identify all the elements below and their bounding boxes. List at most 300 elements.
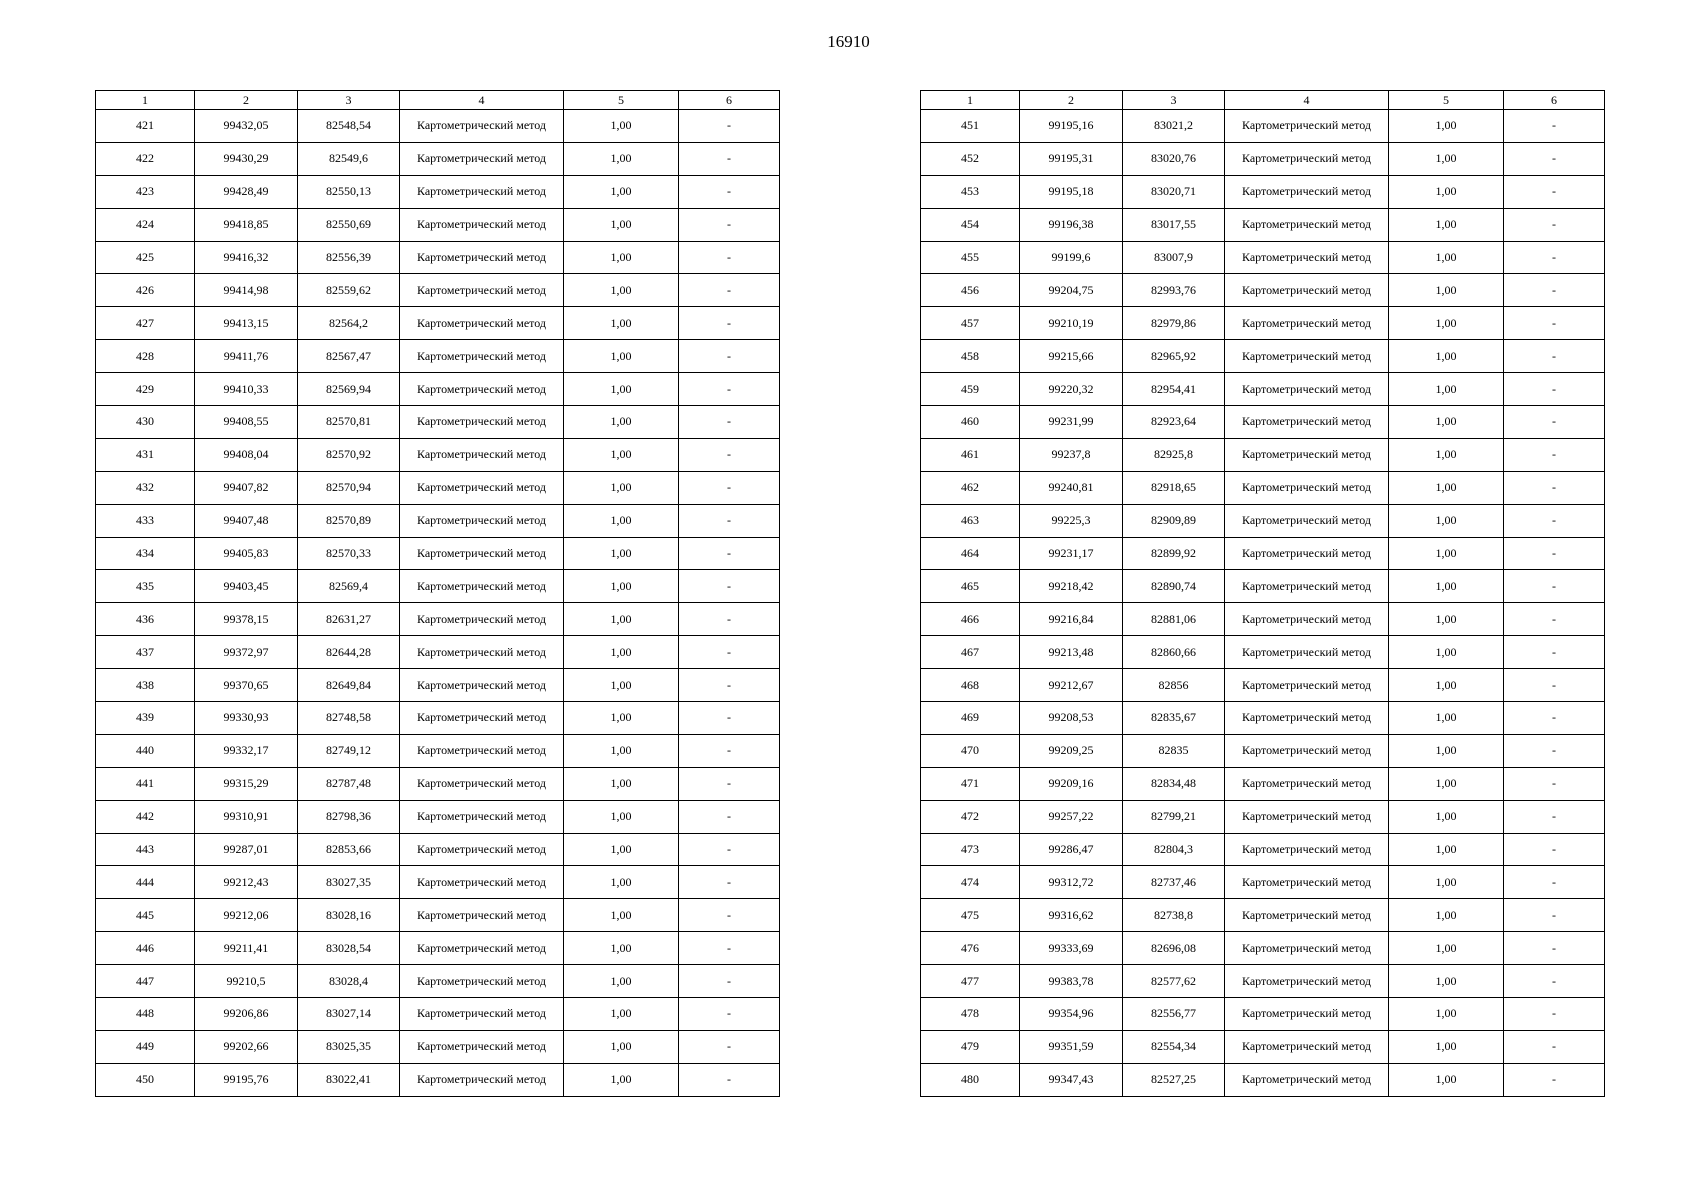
point-number-cell: 471 bbox=[921, 767, 1020, 800]
note-cell: - bbox=[1504, 570, 1605, 603]
y-coordinate-cell: 83017,55 bbox=[1123, 208, 1225, 241]
accuracy-cell: 1,00 bbox=[564, 800, 679, 833]
y-coordinate-cell: 82527,25 bbox=[1123, 1063, 1225, 1096]
x-coordinate-cell: 99195,31 bbox=[1020, 142, 1123, 175]
y-coordinate-cell: 82748,58 bbox=[298, 702, 400, 735]
point-number-cell: 465 bbox=[921, 570, 1020, 603]
point-number-cell: 466 bbox=[921, 603, 1020, 636]
x-coordinate-cell: 99202,66 bbox=[195, 1030, 298, 1063]
y-coordinate-cell: 82570,92 bbox=[298, 438, 400, 471]
x-coordinate-cell: 99428,49 bbox=[195, 175, 298, 208]
x-coordinate-cell: 99405,83 bbox=[195, 537, 298, 570]
point-number-cell: 468 bbox=[921, 669, 1020, 702]
note-cell: - bbox=[679, 241, 780, 274]
y-coordinate-cell: 82749,12 bbox=[298, 734, 400, 767]
y-coordinate-cell: 82890,74 bbox=[1123, 570, 1225, 603]
x-coordinate-cell: 99206,86 bbox=[195, 998, 298, 1031]
table-row bbox=[921, 998, 1605, 1031]
y-coordinate-cell: 82881,06 bbox=[1123, 603, 1225, 636]
method-cell: Картометрический метод bbox=[1225, 142, 1389, 175]
y-coordinate-cell: 82899,92 bbox=[1123, 537, 1225, 570]
note-cell: - bbox=[679, 767, 780, 800]
y-coordinate-cell: 83028,16 bbox=[298, 899, 400, 932]
accuracy-cell: 1,00 bbox=[1389, 406, 1504, 439]
table-row bbox=[921, 241, 1605, 274]
note-cell: - bbox=[679, 734, 780, 767]
table-row bbox=[921, 734, 1605, 767]
table-row bbox=[96, 965, 780, 998]
y-coordinate-cell: 82649,84 bbox=[298, 669, 400, 702]
method-cell: Картометрический метод bbox=[400, 800, 564, 833]
point-number-cell: 450 bbox=[96, 1063, 195, 1096]
x-coordinate-cell: 99212,06 bbox=[195, 899, 298, 932]
table-body bbox=[921, 110, 1605, 1097]
x-coordinate-cell: 99315,29 bbox=[195, 767, 298, 800]
method-cell: Картометрический метод bbox=[1225, 1030, 1389, 1063]
note-cell: - bbox=[1504, 932, 1605, 965]
point-number-cell: 461 bbox=[921, 438, 1020, 471]
y-coordinate-cell: 82570,94 bbox=[298, 471, 400, 504]
accuracy-cell: 1,00 bbox=[564, 406, 679, 439]
accuracy-cell: 1,00 bbox=[1389, 669, 1504, 702]
accuracy-cell: 1,00 bbox=[1389, 340, 1504, 373]
accuracy-cell: 1,00 bbox=[564, 603, 679, 636]
point-number-cell: 474 bbox=[921, 866, 1020, 899]
note-cell: - bbox=[1504, 636, 1605, 669]
accuracy-cell: 1,00 bbox=[564, 998, 679, 1031]
x-coordinate-cell: 99407,82 bbox=[195, 471, 298, 504]
method-cell: Картометрический метод bbox=[1225, 471, 1389, 504]
note-cell: - bbox=[1504, 800, 1605, 833]
y-coordinate-cell: 82954,41 bbox=[1123, 373, 1225, 406]
method-cell: Картометрический метод bbox=[1225, 899, 1389, 932]
table-row bbox=[921, 570, 1605, 603]
note-cell: - bbox=[1504, 702, 1605, 735]
method-cell: Картометрический метод bbox=[400, 504, 564, 537]
table-row bbox=[921, 340, 1605, 373]
y-coordinate-cell: 82577,62 bbox=[1123, 965, 1225, 998]
y-coordinate-cell: 82696,08 bbox=[1123, 932, 1225, 965]
column-header-2: 2 bbox=[1020, 91, 1123, 110]
table-row bbox=[921, 504, 1605, 537]
method-cell: Картометрический метод bbox=[400, 340, 564, 373]
x-coordinate-cell: 99370,65 bbox=[195, 669, 298, 702]
point-number-cell: 443 bbox=[96, 833, 195, 866]
method-cell: Картометрический метод bbox=[400, 833, 564, 866]
point-number-cell: 467 bbox=[921, 636, 1020, 669]
table-row bbox=[96, 1063, 780, 1096]
note-cell: - bbox=[679, 110, 780, 143]
point-number-cell: 464 bbox=[921, 537, 1020, 570]
table-header-row bbox=[96, 91, 780, 110]
table-row bbox=[921, 965, 1605, 998]
y-coordinate-cell: 83020,76 bbox=[1123, 142, 1225, 175]
x-coordinate-cell: 99196,38 bbox=[1020, 208, 1123, 241]
point-number-cell: 446 bbox=[96, 932, 195, 965]
y-coordinate-cell: 83020,71 bbox=[1123, 175, 1225, 208]
method-cell: Картометрический метод bbox=[1225, 734, 1389, 767]
note-cell: - bbox=[1504, 833, 1605, 866]
accuracy-cell: 1,00 bbox=[1389, 208, 1504, 241]
accuracy-cell: 1,00 bbox=[1389, 504, 1504, 537]
point-number-cell: 447 bbox=[96, 965, 195, 998]
table-row bbox=[921, 800, 1605, 833]
method-cell: Картометрический метод bbox=[1225, 340, 1389, 373]
method-cell: Картометрический метод bbox=[1225, 636, 1389, 669]
method-cell: Картометрический метод bbox=[400, 208, 564, 241]
method-cell: Картометрический метод bbox=[400, 175, 564, 208]
y-coordinate-cell: 82993,76 bbox=[1123, 274, 1225, 307]
note-cell: - bbox=[1504, 471, 1605, 504]
y-coordinate-cell: 82548,54 bbox=[298, 110, 400, 143]
method-cell: Картометрический метод bbox=[1225, 603, 1389, 636]
x-coordinate-cell: 99351,59 bbox=[1020, 1030, 1123, 1063]
method-cell: Картометрический метод bbox=[400, 669, 564, 702]
table-row bbox=[96, 702, 780, 735]
x-coordinate-cell: 99225,3 bbox=[1020, 504, 1123, 537]
method-cell: Картометрический метод bbox=[1225, 866, 1389, 899]
column-header-3: 3 bbox=[298, 91, 400, 110]
x-coordinate-cell: 99408,04 bbox=[195, 438, 298, 471]
y-coordinate-cell: 83022,41 bbox=[298, 1063, 400, 1096]
x-coordinate-cell: 99212,67 bbox=[1020, 669, 1123, 702]
accuracy-cell: 1,00 bbox=[564, 208, 679, 241]
x-coordinate-cell: 99332,17 bbox=[195, 734, 298, 767]
method-cell: Картометрический метод bbox=[1225, 241, 1389, 274]
x-coordinate-cell: 99413,15 bbox=[195, 307, 298, 340]
accuracy-cell: 1,00 bbox=[564, 241, 679, 274]
y-coordinate-cell: 83028,54 bbox=[298, 932, 400, 965]
y-coordinate-cell: 82856 bbox=[1123, 669, 1225, 702]
point-number-cell: 451 bbox=[921, 110, 1020, 143]
x-coordinate-cell: 99378,15 bbox=[195, 603, 298, 636]
table-row bbox=[921, 438, 1605, 471]
table-row bbox=[96, 110, 780, 143]
table-row bbox=[921, 1063, 1605, 1096]
point-number-cell: 432 bbox=[96, 471, 195, 504]
method-cell: Картометрический метод bbox=[1225, 274, 1389, 307]
note-cell: - bbox=[1504, 340, 1605, 373]
column-header-5: 5 bbox=[1389, 91, 1504, 110]
accuracy-cell: 1,00 bbox=[564, 899, 679, 932]
method-cell: Картометрический метод bbox=[400, 570, 564, 603]
y-coordinate-cell: 83027,35 bbox=[298, 866, 400, 899]
note-cell: - bbox=[679, 175, 780, 208]
note-cell: - bbox=[1504, 767, 1605, 800]
accuracy-cell: 1,00 bbox=[564, 669, 679, 702]
table-row bbox=[921, 833, 1605, 866]
point-number-cell: 456 bbox=[921, 274, 1020, 307]
x-coordinate-cell: 99411,76 bbox=[195, 340, 298, 373]
note-cell: - bbox=[679, 636, 780, 669]
note-cell: - bbox=[679, 340, 780, 373]
point-number-cell: 437 bbox=[96, 636, 195, 669]
point-number-cell: 476 bbox=[921, 932, 1020, 965]
accuracy-cell: 1,00 bbox=[1389, 866, 1504, 899]
column-header-6: 6 bbox=[1504, 91, 1605, 110]
method-cell: Картометрический метод bbox=[400, 636, 564, 669]
column-header-2: 2 bbox=[195, 91, 298, 110]
accuracy-cell: 1,00 bbox=[1389, 965, 1504, 998]
y-coordinate-cell: 82567,47 bbox=[298, 340, 400, 373]
accuracy-cell: 1,00 bbox=[564, 274, 679, 307]
table-row bbox=[96, 471, 780, 504]
x-coordinate-cell: 99209,25 bbox=[1020, 734, 1123, 767]
x-coordinate-cell: 99212,43 bbox=[195, 866, 298, 899]
table-row bbox=[921, 142, 1605, 175]
page-number: 16910 bbox=[827, 32, 870, 51]
point-number-cell: 449 bbox=[96, 1030, 195, 1063]
method-cell: Картометрический метод bbox=[400, 1063, 564, 1096]
point-number-cell: 439 bbox=[96, 702, 195, 735]
method-cell: Картометрический метод bbox=[400, 373, 564, 406]
y-coordinate-cell: 82644,28 bbox=[298, 636, 400, 669]
table-row bbox=[96, 866, 780, 899]
accuracy-cell: 1,00 bbox=[1389, 537, 1504, 570]
note-cell: - bbox=[1504, 142, 1605, 175]
method-cell: Картометрический метод bbox=[1225, 965, 1389, 998]
method-cell: Картометрический метод bbox=[400, 142, 564, 175]
note-cell: - bbox=[679, 142, 780, 175]
note-cell: - bbox=[679, 833, 780, 866]
accuracy-cell: 1,00 bbox=[564, 965, 679, 998]
x-coordinate-cell: 99286,47 bbox=[1020, 833, 1123, 866]
note-cell: - bbox=[679, 373, 780, 406]
method-cell: Картометрический метод bbox=[400, 603, 564, 636]
y-coordinate-cell: 82979,86 bbox=[1123, 307, 1225, 340]
table-row bbox=[921, 373, 1605, 406]
y-coordinate-cell: 82804,3 bbox=[1123, 833, 1225, 866]
method-cell: Картометрический метод bbox=[400, 899, 564, 932]
table-row bbox=[96, 406, 780, 439]
accuracy-cell: 1,00 bbox=[1389, 570, 1504, 603]
table-row bbox=[96, 241, 780, 274]
table-row bbox=[96, 899, 780, 932]
accuracy-cell: 1,00 bbox=[564, 340, 679, 373]
note-cell: - bbox=[679, 603, 780, 636]
point-number-cell: 438 bbox=[96, 669, 195, 702]
method-cell: Картометрический метод bbox=[400, 965, 564, 998]
y-coordinate-cell: 82925,8 bbox=[1123, 438, 1225, 471]
table-row bbox=[921, 406, 1605, 439]
coordinates-table-left bbox=[95, 90, 780, 1097]
point-number-cell: 441 bbox=[96, 767, 195, 800]
method-cell: Картометрический метод bbox=[400, 241, 564, 274]
accuracy-cell: 1,00 bbox=[564, 932, 679, 965]
point-number-cell: 444 bbox=[96, 866, 195, 899]
table-row bbox=[921, 471, 1605, 504]
table-row bbox=[921, 208, 1605, 241]
accuracy-cell: 1,00 bbox=[564, 110, 679, 143]
method-cell: Картометрический метод bbox=[1225, 438, 1389, 471]
table-row bbox=[921, 866, 1605, 899]
y-coordinate-cell: 82965,92 bbox=[1123, 340, 1225, 373]
point-number-cell: 422 bbox=[96, 142, 195, 175]
x-coordinate-cell: 99403,45 bbox=[195, 570, 298, 603]
table-row bbox=[96, 570, 780, 603]
accuracy-cell: 1,00 bbox=[564, 307, 679, 340]
accuracy-cell: 1,00 bbox=[564, 471, 679, 504]
point-number-cell: 426 bbox=[96, 274, 195, 307]
x-coordinate-cell: 99195,16 bbox=[1020, 110, 1123, 143]
table-row bbox=[921, 899, 1605, 932]
point-number-cell: 463 bbox=[921, 504, 1020, 537]
table-body bbox=[96, 110, 780, 1097]
y-coordinate-cell: 82631,27 bbox=[298, 603, 400, 636]
accuracy-cell: 1,00 bbox=[1389, 175, 1504, 208]
column-header-4: 4 bbox=[1225, 91, 1389, 110]
note-cell: - bbox=[679, 471, 780, 504]
x-coordinate-cell: 99199,6 bbox=[1020, 241, 1123, 274]
x-coordinate-cell: 99372,97 bbox=[195, 636, 298, 669]
accuracy-cell: 1,00 bbox=[1389, 274, 1504, 307]
accuracy-cell: 1,00 bbox=[1389, 899, 1504, 932]
x-coordinate-cell: 99408,55 bbox=[195, 406, 298, 439]
method-cell: Картометрический метод bbox=[400, 932, 564, 965]
note-cell: - bbox=[679, 965, 780, 998]
point-number-cell: 460 bbox=[921, 406, 1020, 439]
note-cell: - bbox=[1504, 241, 1605, 274]
x-coordinate-cell: 99257,22 bbox=[1020, 800, 1123, 833]
accuracy-cell: 1,00 bbox=[564, 175, 679, 208]
note-cell: - bbox=[679, 406, 780, 439]
note-cell: - bbox=[679, 504, 780, 537]
table-row bbox=[921, 307, 1605, 340]
note-cell: - bbox=[1504, 110, 1605, 143]
note-cell: - bbox=[1504, 1063, 1605, 1096]
table-row bbox=[96, 175, 780, 208]
note-cell: - bbox=[1504, 274, 1605, 307]
x-coordinate-cell: 99240,81 bbox=[1020, 471, 1123, 504]
y-coordinate-cell: 82737,46 bbox=[1123, 866, 1225, 899]
point-number-cell: 423 bbox=[96, 175, 195, 208]
note-cell: - bbox=[1504, 307, 1605, 340]
accuracy-cell: 1,00 bbox=[1389, 110, 1504, 143]
note-cell: - bbox=[1504, 734, 1605, 767]
column-header-1: 1 bbox=[921, 91, 1020, 110]
note-cell: - bbox=[1504, 406, 1605, 439]
note-cell: - bbox=[679, 208, 780, 241]
table-row bbox=[96, 340, 780, 373]
x-coordinate-cell: 99211,41 bbox=[195, 932, 298, 965]
x-coordinate-cell: 99416,32 bbox=[195, 241, 298, 274]
table-header-row bbox=[921, 91, 1605, 110]
point-number-cell: 458 bbox=[921, 340, 1020, 373]
note-cell: - bbox=[1504, 965, 1605, 998]
point-number-cell: 424 bbox=[96, 208, 195, 241]
y-coordinate-cell: 82559,62 bbox=[298, 274, 400, 307]
note-cell: - bbox=[679, 1030, 780, 1063]
point-number-cell: 455 bbox=[921, 241, 1020, 274]
note-cell: - bbox=[679, 570, 780, 603]
accuracy-cell: 1,00 bbox=[564, 1063, 679, 1096]
accuracy-cell: 1,00 bbox=[564, 1030, 679, 1063]
point-number-cell: 480 bbox=[921, 1063, 1020, 1096]
point-number-cell: 457 bbox=[921, 307, 1020, 340]
y-coordinate-cell: 82554,34 bbox=[1123, 1030, 1225, 1063]
x-coordinate-cell: 99218,42 bbox=[1020, 570, 1123, 603]
y-coordinate-cell: 82569,4 bbox=[298, 570, 400, 603]
accuracy-cell: 1,00 bbox=[564, 504, 679, 537]
accuracy-cell: 1,00 bbox=[1389, 1030, 1504, 1063]
point-number-cell: 472 bbox=[921, 800, 1020, 833]
table-row bbox=[921, 175, 1605, 208]
x-coordinate-cell: 99210,19 bbox=[1020, 307, 1123, 340]
note-cell: - bbox=[679, 998, 780, 1031]
y-coordinate-cell: 82570,89 bbox=[298, 504, 400, 537]
note-cell: - bbox=[1504, 603, 1605, 636]
column-header-4: 4 bbox=[400, 91, 564, 110]
method-cell: Картометрический метод bbox=[1225, 767, 1389, 800]
accuracy-cell: 1,00 bbox=[564, 373, 679, 406]
y-coordinate-cell: 83025,35 bbox=[298, 1030, 400, 1063]
method-cell: Картометрический метод bbox=[400, 734, 564, 767]
point-number-cell: 469 bbox=[921, 702, 1020, 735]
accuracy-cell: 1,00 bbox=[1389, 142, 1504, 175]
accuracy-cell: 1,00 bbox=[564, 537, 679, 570]
method-cell: Картометрический метод bbox=[1225, 110, 1389, 143]
point-number-cell: 459 bbox=[921, 373, 1020, 406]
y-coordinate-cell: 82860,66 bbox=[1123, 636, 1225, 669]
table-row bbox=[96, 636, 780, 669]
table-row bbox=[921, 274, 1605, 307]
y-coordinate-cell: 82799,21 bbox=[1123, 800, 1225, 833]
accuracy-cell: 1,00 bbox=[564, 438, 679, 471]
y-coordinate-cell: 83007,9 bbox=[1123, 241, 1225, 274]
point-number-cell: 448 bbox=[96, 998, 195, 1031]
method-cell: Картометрический метод bbox=[1225, 373, 1389, 406]
column-header-5: 5 bbox=[564, 91, 679, 110]
table-row bbox=[96, 307, 780, 340]
table-row bbox=[921, 767, 1605, 800]
table-row bbox=[96, 274, 780, 307]
point-number-cell: 473 bbox=[921, 833, 1020, 866]
accuracy-cell: 1,00 bbox=[564, 833, 679, 866]
x-coordinate-cell: 99310,91 bbox=[195, 800, 298, 833]
y-coordinate-cell: 83021,2 bbox=[1123, 110, 1225, 143]
note-cell: - bbox=[1504, 669, 1605, 702]
method-cell: Картометрический метод bbox=[1225, 800, 1389, 833]
method-cell: Картометрический метод bbox=[400, 274, 564, 307]
note-cell: - bbox=[679, 1063, 780, 1096]
method-cell: Картометрический метод bbox=[1225, 504, 1389, 537]
method-cell: Картометрический метод bbox=[1225, 702, 1389, 735]
method-cell: Картометрический метод bbox=[400, 471, 564, 504]
point-number-cell: 442 bbox=[96, 800, 195, 833]
note-cell: - bbox=[1504, 208, 1605, 241]
point-number-cell: 425 bbox=[96, 241, 195, 274]
table-row bbox=[96, 603, 780, 636]
method-cell: Картометрический метод bbox=[400, 438, 564, 471]
x-coordinate-cell: 99231,17 bbox=[1020, 537, 1123, 570]
method-cell: Картометрический метод bbox=[400, 406, 564, 439]
x-coordinate-cell: 99383,78 bbox=[1020, 965, 1123, 998]
note-cell: - bbox=[679, 669, 780, 702]
note-cell: - bbox=[679, 537, 780, 570]
note-cell: - bbox=[679, 866, 780, 899]
table-row bbox=[921, 537, 1605, 570]
y-coordinate-cell: 82570,33 bbox=[298, 537, 400, 570]
x-coordinate-cell: 99330,93 bbox=[195, 702, 298, 735]
column-header-6: 6 bbox=[679, 91, 780, 110]
y-coordinate-cell: 82570,81 bbox=[298, 406, 400, 439]
point-number-cell: 435 bbox=[96, 570, 195, 603]
y-coordinate-cell: 82550,13 bbox=[298, 175, 400, 208]
point-number-cell: 433 bbox=[96, 504, 195, 537]
y-coordinate-cell: 83028,4 bbox=[298, 965, 400, 998]
method-cell: Картометрический метод bbox=[1225, 406, 1389, 439]
point-number-cell: 453 bbox=[921, 175, 1020, 208]
